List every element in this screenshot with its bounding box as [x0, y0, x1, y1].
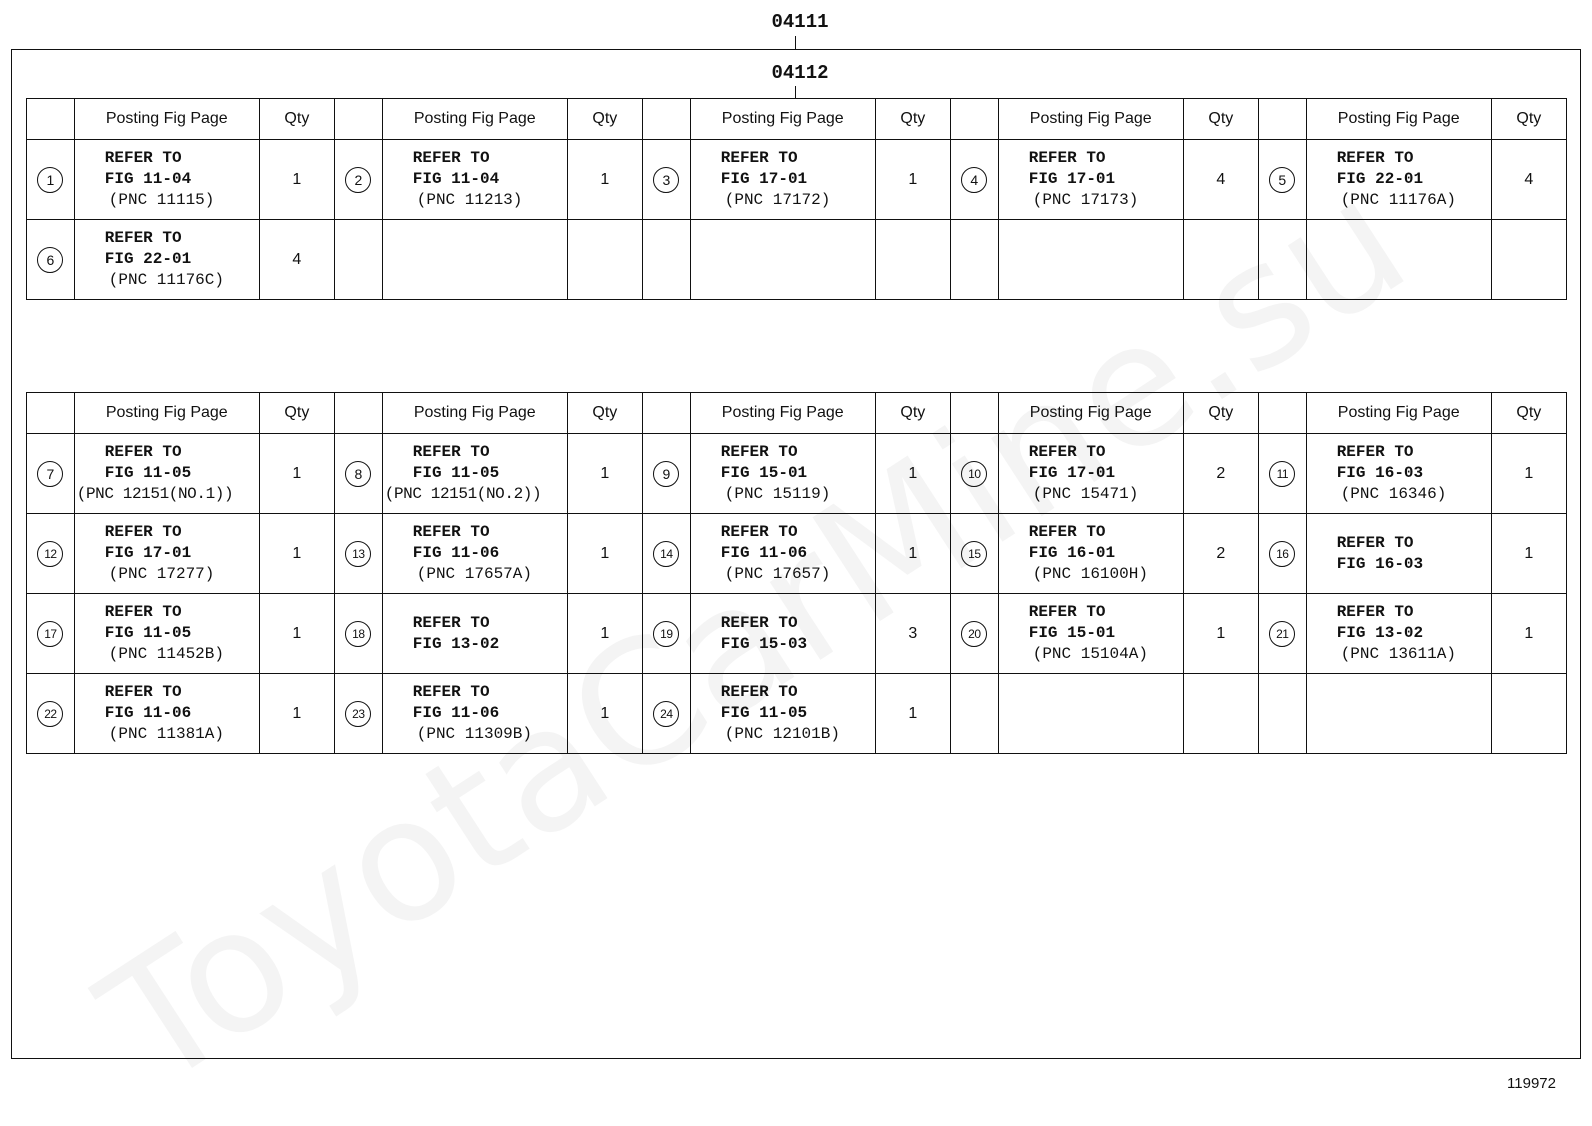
reference-cell	[74, 514, 259, 594]
qty-header: Qty	[259, 99, 334, 140]
refer-to-label: REFER TO	[720, 523, 798, 541]
reference-cell	[382, 434, 567, 514]
reference-cell	[1306, 514, 1491, 594]
qty-cell: 1	[259, 434, 334, 514]
fig-reference: FIG 16-03	[1336, 554, 1424, 573]
item-number-badge: 17	[37, 621, 63, 647]
refer-to-label: REFER TO	[720, 613, 798, 632]
fig-reference: FIG 17-01	[720, 170, 808, 188]
qty-cell: 2	[1183, 514, 1258, 594]
pnc-reference: (PNC 11176A)	[1340, 191, 1456, 209]
header-blank-cell	[950, 99, 998, 140]
pnc-reference: (PNC 11213)	[416, 191, 523, 209]
qty-cell: 1	[1491, 514, 1566, 594]
qty-cell: 1	[259, 674, 334, 754]
header-blank-cell	[642, 99, 690, 140]
refer-to-label: REFER TO	[104, 603, 182, 621]
qty-cell	[875, 220, 950, 300]
item-number-cell	[1258, 674, 1306, 754]
table-row	[27, 514, 1567, 594]
pnc-reference: (PNC 11309B)	[416, 725, 532, 743]
illustration-number: 119972	[1507, 1075, 1556, 1092]
table-row	[27, 140, 1567, 220]
item-number-cell	[642, 514, 690, 594]
item-number-cell	[950, 514, 998, 594]
fig-reference: FIG 17-01	[104, 544, 192, 562]
item-number-cell	[334, 514, 382, 594]
qty-cell	[567, 220, 642, 300]
item-number-cell	[950, 220, 998, 300]
pnc-reference: (PNC 17657)	[724, 565, 831, 583]
qty-cell: 1	[259, 514, 334, 594]
pnc-reference: (PNC 15471)	[1032, 485, 1139, 503]
fig-reference: FIG 15-01	[1028, 624, 1116, 642]
posting-fig-page-header: Posting Fig Page	[382, 99, 567, 140]
fig-reference: FIG 22-01	[104, 250, 192, 268]
item-number-cell	[334, 140, 382, 220]
reference-cell	[998, 220, 1183, 300]
refer-to-label: REFER TO	[1336, 533, 1414, 552]
refer-to-label: REFER TO	[1028, 149, 1106, 167]
item-number-badge: 19	[653, 621, 679, 647]
reference-cell	[690, 674, 875, 754]
refer-to-label: REFER TO	[720, 149, 798, 167]
pnc-reference: (PNC 17277)	[108, 565, 215, 583]
posting-fig-page-header: Posting Fig Page	[1306, 393, 1491, 434]
item-number-cell	[950, 674, 998, 754]
reference-cell	[1306, 140, 1491, 220]
reference-cell	[74, 434, 259, 514]
refer-to-label: REFER TO	[1336, 149, 1414, 167]
qty-header: Qty	[875, 99, 950, 140]
refer-to-label: REFER TO	[412, 523, 490, 541]
posting-fig-page-header: Posting Fig Page	[1306, 99, 1491, 140]
item-number-badge: 15	[961, 541, 987, 567]
item-number-badge: 9	[653, 461, 679, 487]
qty-cell: 4	[1491, 140, 1566, 220]
refer-to-label: REFER TO	[412, 613, 490, 632]
reference-cell	[998, 594, 1183, 674]
reference-cell	[690, 220, 875, 300]
item-number-badge: 3	[653, 167, 679, 193]
fig-reference: FIG 11-06	[104, 704, 192, 722]
item-number-badge: 22	[37, 701, 63, 727]
posting-fig-page-header: Posting Fig Page	[382, 393, 567, 434]
table-row	[27, 434, 1567, 514]
qty-cell: 1	[875, 514, 950, 594]
assembly-code-inner: 04112	[771, 62, 829, 84]
item-number-cell	[27, 434, 75, 514]
item-number-cell	[27, 220, 75, 300]
fig-reference: FIG 16-01	[1028, 544, 1116, 562]
table-row	[27, 220, 1567, 300]
header-blank-cell	[27, 99, 75, 140]
item-number-cell	[642, 220, 690, 300]
pnc-reference: (PNC 12101B)	[724, 725, 840, 743]
pnc-reference: (PNC 16346)	[1340, 485, 1447, 503]
header-blank-cell	[27, 393, 75, 434]
item-number-badge: 23	[345, 701, 371, 727]
posting-fig-page-header: Posting Fig Page	[690, 99, 875, 140]
qty-cell: 1	[875, 674, 950, 754]
reference-cell	[382, 674, 567, 754]
header-row	[27, 393, 1567, 434]
qty-cell: 1	[567, 674, 642, 754]
reference-cell	[1306, 674, 1491, 754]
item-number-badge: 12	[37, 541, 63, 567]
item-number-badge: 14	[653, 541, 679, 567]
item-number-cell	[1258, 434, 1306, 514]
item-number-cell	[642, 434, 690, 514]
refer-to-label: REFER TO	[104, 443, 182, 461]
reference-cell	[690, 594, 875, 674]
fig-reference: FIG 11-05	[104, 624, 192, 642]
item-number-cell	[334, 594, 382, 674]
qty-cell	[1183, 220, 1258, 300]
reference-table-1	[26, 98, 1567, 300]
qty-cell: 1	[567, 594, 642, 674]
qty-header: Qty	[1491, 393, 1566, 434]
header-blank-cell	[950, 393, 998, 434]
header-blank-cell	[334, 393, 382, 434]
reference-cell	[382, 594, 567, 674]
fig-reference: FIG 11-06	[412, 544, 500, 562]
fig-reference: FIG 13-02	[412, 634, 500, 653]
qty-cell: 1	[1183, 594, 1258, 674]
refer-to-label: REFER TO	[104, 523, 182, 541]
reference-cell	[1306, 220, 1491, 300]
qty-cell: 1	[1491, 434, 1566, 514]
item-number-badge: 13	[345, 541, 371, 567]
qty-cell: 2	[1183, 434, 1258, 514]
reference-cell	[74, 594, 259, 674]
qty-cell: 1	[567, 434, 642, 514]
qty-cell: 1	[567, 140, 642, 220]
pnc-reference: (PNC 11176C)	[108, 271, 224, 289]
qty-header: Qty	[1183, 393, 1258, 434]
item-number-badge: 7	[37, 461, 63, 487]
qty-cell: 1	[875, 140, 950, 220]
posting-fig-page-header: Posting Fig Page	[690, 393, 875, 434]
fig-reference: FIG 11-04	[104, 170, 192, 188]
fig-reference: FIG 11-04	[412, 170, 500, 188]
item-number-cell	[27, 514, 75, 594]
refer-to-label: REFER TO	[1028, 523, 1106, 541]
qty-cell: 1	[1491, 594, 1566, 674]
qty-header: Qty	[1491, 99, 1566, 140]
fig-reference: FIG 11-06	[412, 704, 500, 722]
refer-to-label: REFER TO	[720, 443, 798, 461]
leader-line-outer	[795, 36, 796, 49]
refer-to-label: REFER TO	[720, 683, 798, 701]
posting-fig-page-header: Posting Fig Page	[998, 99, 1183, 140]
refer-to-label: REFER TO	[412, 149, 490, 167]
item-number-badge: 18	[345, 621, 371, 647]
qty-header: Qty	[259, 393, 334, 434]
qty-cell: 4	[259, 220, 334, 300]
reference-table-2	[26, 392, 1567, 754]
header-blank-cell	[1258, 99, 1306, 140]
refer-to-label: REFER TO	[1336, 443, 1414, 461]
fig-reference: FIG 16-03	[1336, 464, 1424, 482]
item-number-cell	[950, 594, 998, 674]
fig-reference: FIG 11-05	[412, 464, 500, 482]
item-number-badge: 11	[1269, 461, 1295, 487]
qty-cell	[1183, 674, 1258, 754]
fig-reference: FIG 17-01	[1028, 464, 1116, 482]
item-number-cell	[27, 140, 75, 220]
item-number-cell	[1258, 594, 1306, 674]
header-blank-cell	[642, 393, 690, 434]
refer-to-label: REFER TO	[1336, 603, 1414, 621]
qty-cell: 1	[259, 140, 334, 220]
qty-cell: 1	[259, 594, 334, 674]
item-number-badge: 10	[961, 461, 987, 487]
reference-cell	[998, 140, 1183, 220]
item-number-cell	[27, 594, 75, 674]
reference-cell	[382, 514, 567, 594]
reference-cell	[382, 140, 567, 220]
reference-cell	[382, 220, 567, 300]
posting-fig-page-header: Posting Fig Page	[998, 393, 1183, 434]
item-number-badge: 4	[961, 167, 987, 193]
pnc-reference: (PNC 17173)	[1032, 191, 1139, 209]
refer-to-label: REFER TO	[1028, 443, 1106, 461]
qty-cell	[1491, 674, 1566, 754]
header-blank-cell	[1258, 393, 1306, 434]
pnc-reference: (PNC 12151(NO.1))	[76, 485, 234, 503]
pnc-reference: (PNC 17172)	[724, 191, 831, 209]
pnc-reference: (PNC 11381A)	[108, 725, 224, 743]
refer-to-label: REFER TO	[1028, 603, 1106, 621]
fig-reference: FIG 15-01	[720, 464, 808, 482]
reference-cell	[998, 434, 1183, 514]
reference-cell	[74, 220, 259, 300]
fig-reference: FIG 22-01	[1336, 170, 1424, 188]
item-number-badge: 20	[961, 621, 987, 647]
item-number-cell	[334, 674, 382, 754]
fig-reference: FIG 11-06	[720, 544, 808, 562]
refer-to-label: REFER TO	[412, 683, 490, 701]
fig-reference: FIG 11-05	[720, 704, 808, 722]
qty-cell: 4	[1183, 140, 1258, 220]
item-number-badge: 5	[1269, 167, 1295, 193]
qty-cell	[1491, 220, 1566, 300]
refer-to-label: REFER TO	[104, 149, 182, 167]
refer-to-label: REFER TO	[104, 229, 182, 247]
reference-cell	[1306, 594, 1491, 674]
reference-cell	[690, 514, 875, 594]
item-number-cell	[642, 140, 690, 220]
fig-reference: FIG 15-03	[720, 634, 808, 653]
item-number-badge: 16	[1269, 541, 1295, 567]
item-number-cell	[334, 434, 382, 514]
pnc-reference: (PNC 15104A)	[1032, 645, 1148, 663]
item-number-cell	[334, 220, 382, 300]
item-number-badge: 21	[1269, 621, 1295, 647]
assembly-code-outer: 04111	[771, 11, 829, 33]
qty-header: Qty	[875, 393, 950, 434]
reference-cell	[690, 434, 875, 514]
header-blank-cell	[334, 99, 382, 140]
item-number-badge: 1	[37, 167, 63, 193]
pnc-reference: (PNC 13611A)	[1340, 645, 1456, 663]
item-number-cell	[642, 674, 690, 754]
item-number-badge: 8	[345, 461, 371, 487]
table-row	[27, 674, 1567, 754]
pnc-reference: (PNC 11115)	[108, 191, 215, 209]
item-number-badge: 24	[653, 701, 679, 727]
pnc-reference: (PNC 16100H)	[1032, 565, 1148, 583]
item-number-badge: 6	[37, 247, 63, 273]
item-number-cell	[1258, 220, 1306, 300]
reference-cell	[74, 140, 259, 220]
reference-cell	[74, 674, 259, 754]
posting-fig-page-header: Posting Fig Page	[74, 393, 259, 434]
qty-header: Qty	[567, 393, 642, 434]
qty-cell: 3	[875, 594, 950, 674]
item-number-cell	[642, 594, 690, 674]
qty-header: Qty	[1183, 99, 1258, 140]
item-number-cell	[27, 674, 75, 754]
reference-cell	[690, 140, 875, 220]
item-number-cell	[950, 434, 998, 514]
reference-cell	[998, 514, 1183, 594]
pnc-reference: (PNC 11452B)	[108, 645, 224, 663]
refer-to-label: REFER TO	[104, 683, 182, 701]
fig-reference: FIG 11-05	[104, 464, 192, 482]
item-number-cell	[1258, 514, 1306, 594]
table-row	[27, 594, 1567, 674]
item-number-cell	[1258, 140, 1306, 220]
pnc-reference: (PNC 17657A)	[416, 565, 532, 583]
qty-cell: 1	[567, 514, 642, 594]
reference-cell	[998, 674, 1183, 754]
refer-to-label: REFER TO	[412, 443, 490, 461]
reference-cell	[1306, 434, 1491, 514]
header-row	[27, 99, 1567, 140]
fig-reference: FIG 13-02	[1336, 624, 1424, 642]
pnc-reference: (PNC 12151(NO.2))	[384, 485, 542, 503]
item-number-cell	[950, 140, 998, 220]
pnc-reference: (PNC 15119)	[724, 485, 831, 503]
item-number-badge: 2	[345, 167, 371, 193]
fig-reference: FIG 17-01	[1028, 170, 1116, 188]
qty-header: Qty	[567, 99, 642, 140]
qty-cell: 1	[875, 434, 950, 514]
posting-fig-page-header: Posting Fig Page	[74, 99, 259, 140]
